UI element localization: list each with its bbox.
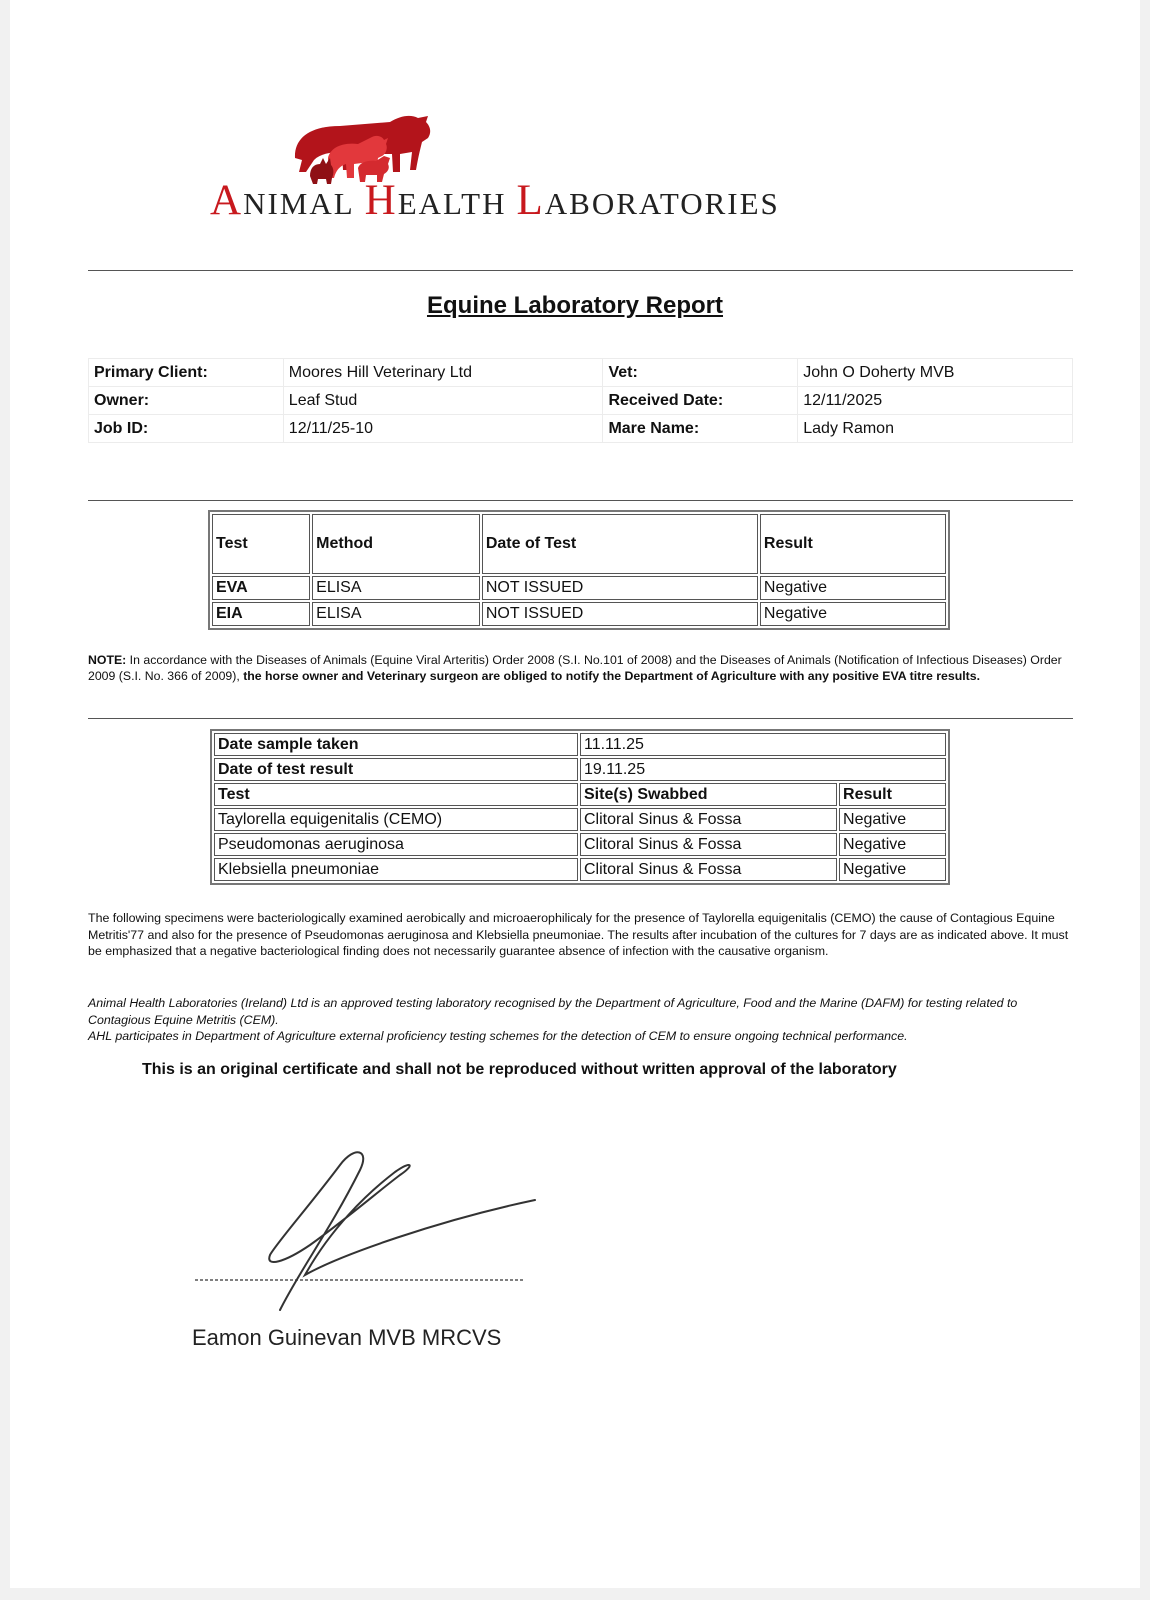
column-header: Method <box>312 514 480 574</box>
signer-name: Eamon Guinevan MVB MRCVS <box>192 1325 502 1350</box>
vet-value: John O Doherty MVB <box>798 359 1073 387</box>
site-cell: Clitoral Sinus & Fossa <box>580 808 837 831</box>
info-row <box>89 359 1073 387</box>
approval-statement <box>88 995 1073 1045</box>
divider <box>88 718 1073 719</box>
table-row <box>214 833 946 856</box>
signature-stroke <box>269 1152 535 1310</box>
test-result-date-label: Date of test result <box>214 758 578 781</box>
mare-name-value: Lady Ramon <box>798 415 1073 443</box>
table-row <box>212 602 946 626</box>
result-cell: Negative <box>760 602 946 626</box>
certificate-statement: This is an original certificate and shall not be reproduced without written approval of the laboratory <box>142 1061 897 1078</box>
column-header: Result <box>839 783 946 806</box>
eva-note <box>88 652 1078 684</box>
signature-graphic <box>180 1150 560 1320</box>
serology-table <box>208 510 950 630</box>
result-cell: Negative <box>839 833 946 856</box>
proficiency-line: AHL participates in Department of Agriculture external proficiency testing schemes for the detection of CEM to ensure ongoing technical performance. <box>88 1029 908 1043</box>
table-row <box>214 758 946 781</box>
table-header-row <box>214 783 946 806</box>
method-cell: ELISA <box>312 602 480 626</box>
result-cell: Negative <box>839 858 946 881</box>
info-row <box>89 387 1073 415</box>
result-cell: Negative <box>760 576 946 600</box>
lab-name: ANIMAL HEALTH LABORATORIES <box>210 177 780 224</box>
client-info-table <box>88 358 1073 443</box>
site-cell: Clitoral Sinus & Fossa <box>580 858 837 881</box>
column-header: Site(s) Swabbed <box>580 783 837 806</box>
mare-name-label: Mare Name: <box>603 415 798 443</box>
column-header: Test <box>212 514 310 574</box>
bacteriology-table <box>210 729 950 885</box>
note-bold-text: the horse owner and Veterinary surgeon are obliged to notify the Department of Agriculture with any positive EVA titre results. <box>243 669 980 683</box>
test-cell: EVA <box>212 576 310 600</box>
column-header: Date of Test <box>482 514 758 574</box>
test-cell: Klebsiella pneumoniae <box>214 858 578 881</box>
primary-client-label: Primary Client: <box>89 359 284 387</box>
test-cell: Pseudomonas aeruginosa <box>214 833 578 856</box>
table-row <box>214 733 946 756</box>
report-title: Equine Laboratory Report <box>426 292 724 319</box>
owner-label: Owner: <box>89 387 284 415</box>
divider <box>88 270 1073 271</box>
job-id-label: Job ID: <box>89 415 284 443</box>
test-cell: Taylorella equigenitalis (CEMO) <box>214 808 578 831</box>
approval-line: Animal Health Laboratories (Ireland) Ltd is an approved testing laboratory recognised by the Department of Agriculture, Food and the Marine (DAFM) for testing related to Contagious Equine Metritis (CEM). <box>88 996 1018 1027</box>
vet-label: Vet: <box>603 359 798 387</box>
table-header-row <box>212 514 946 574</box>
table-row <box>214 858 946 881</box>
table-row <box>214 808 946 831</box>
bacteriology-paragraph: The following specimens were bacteriologically examined aerobically and microaerophilicaly for the presence of Taylorella equigenitalis (CEMO) the cause of Contagious Equine Metritis'77 and also for the presence of Pseudomonas aeruginosa and Klebsiella pneumoniae. The results after incubation of the cultures for 7 days are as indicated above. It must be emphasized that a negative bacteriological finding does not necessarily guarantee absence of infection with the causative organism. <box>88 911 1069 958</box>
note-label: NOTE: <box>88 653 127 667</box>
received-date-label: Received Date: <box>603 387 798 415</box>
lab-logo <box>210 108 970 226</box>
report-page <box>10 0 1140 1588</box>
date-cell: NOT ISSUED <box>482 576 758 600</box>
site-cell: Clitoral Sinus & Fossa <box>580 833 837 856</box>
method-cell: ELISA <box>312 576 480 600</box>
owner-value: Leaf Stud <box>283 387 603 415</box>
test-cell: EIA <box>212 602 310 626</box>
result-cell: Negative <box>839 808 946 831</box>
job-id-value: 12/11/25-10 <box>283 415 603 443</box>
sample-taken-label: Date sample taken <box>214 733 578 756</box>
received-date-value: 12/11/2025 <box>798 387 1073 415</box>
column-header: Test <box>214 783 578 806</box>
divider <box>88 500 1073 501</box>
note-text: In accordance with the Diseases of Animals (Equine Viral Arteritis) Order 2008 (S.I. No.101 of 2008) and the Diseases of Animals (Notification of Infectious Diseases) Order 2009 (S.I. No. 366 of 2009), <box>88 653 1062 683</box>
primary-client-value: Moores Hill Veterinary Ltd <box>283 359 603 387</box>
test-result-date-value: 19.11.25 <box>580 758 946 781</box>
date-cell: NOT ISSUED <box>482 602 758 626</box>
info-row <box>89 415 1073 443</box>
table-row <box>212 576 946 600</box>
sample-taken-value: 11.11.25 <box>580 733 946 756</box>
column-header: Result <box>760 514 946 574</box>
